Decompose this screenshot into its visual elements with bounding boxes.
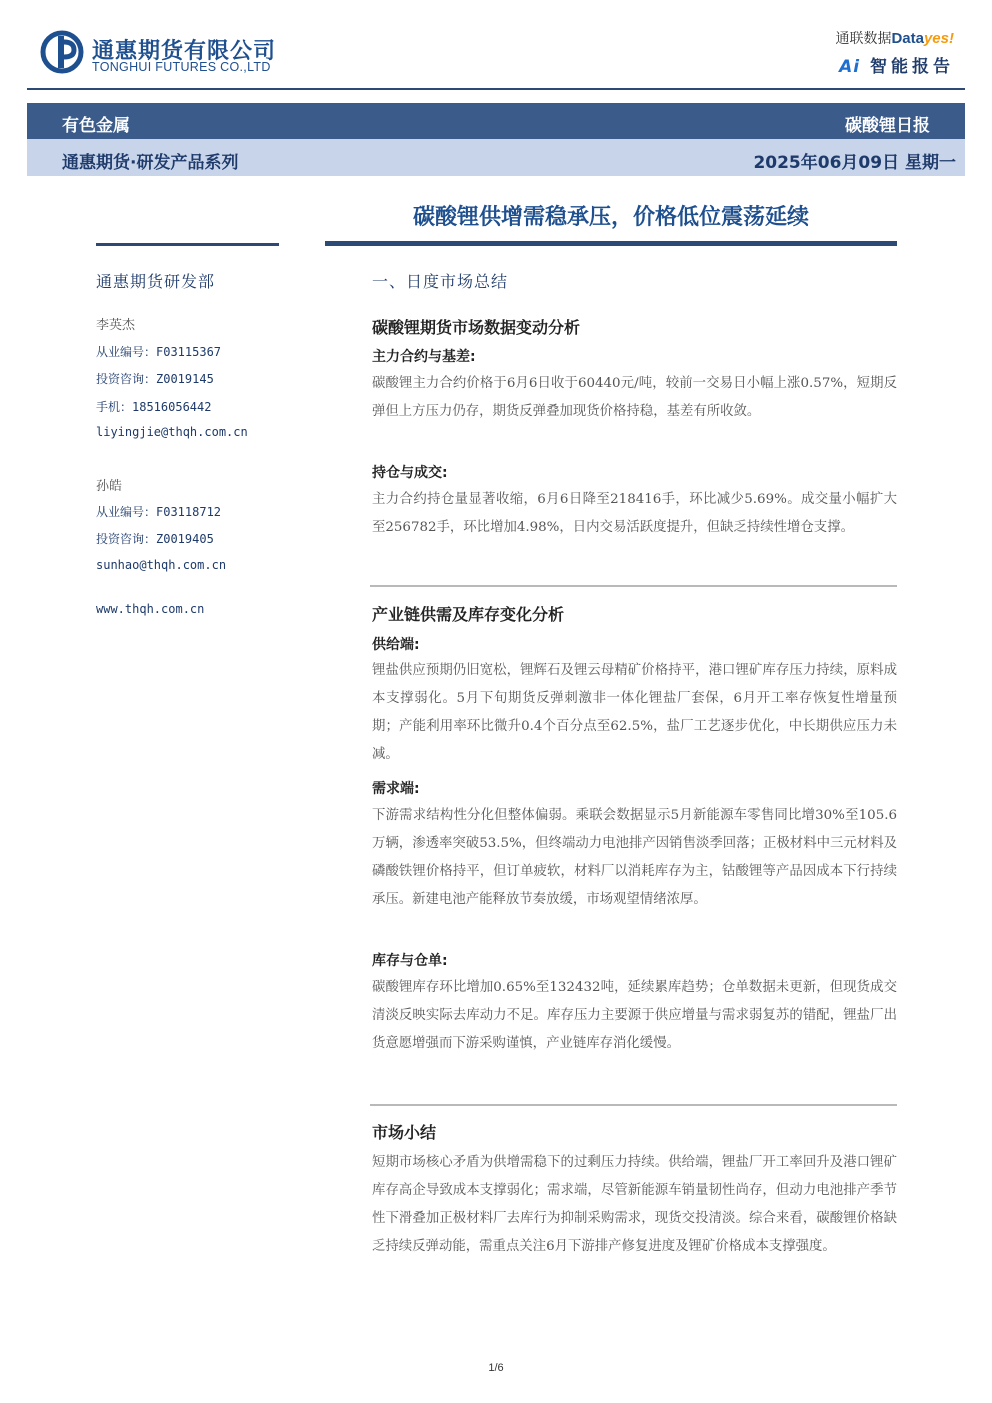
block-paragraph: 碳酸锂库存环比增加0.65%至132432吨，延续累库趋势；仓单数据未更新，但现货成交清淡反映实际去库动力不足。库存压力主要源于供应增量与需求弱复苏的错配，锂盐厂出货意愿增强而下游采购谨慎，产业链库存消化缓慢。 <box>372 980 897 1051</box>
block-label: 持仓与成交: <box>372 465 448 481</box>
analyst-consult-license: 投资咨询：Z0019145 <box>96 372 214 386</box>
block-label: 库存与仓单: <box>372 953 448 969</box>
block-title: 市场小结 <box>372 1123 437 1142</box>
ai-prefix: Ai <box>839 57 861 77</box>
section-heading: 一、日度市场总结 <box>372 272 509 291</box>
block-paragraph: 碳酸锂主力合约价格于6月6日收于60440元/吨，较前一交易日小幅上涨0.57%，短期反弹但上方压力仍存，期货反弹叠加现货价格持稳，基差有所收敛。 <box>372 376 897 419</box>
partner-logo <box>835 28 954 48</box>
department-name: 通惠期货研发部 <box>96 272 216 291</box>
company-name-cn: 通惠期货有限公司 <box>92 39 277 64</box>
partner-prefix: 通联数据 <box>835 30 892 46</box>
analyst-name: 孙皓 <box>96 479 123 494</box>
sidebar-rule <box>96 243 279 246</box>
block-label: 主力合约与基差: <box>372 349 476 365</box>
section-divider <box>370 1104 897 1106</box>
section-divider <box>370 585 897 587</box>
block-label: 供给端: <box>372 637 420 653</box>
block-label: 需求端: <box>372 781 420 797</box>
block-paragraph: 锂盐供应预期仍旧宽松，锂辉石及锂云母精矿价格持平，港口锂矿库存压力持续，原料成本支撑弱化。5月下旬期货反弹刺激非一体化锂盐厂套保，6月开工率存恢复性增量预期；产能利用率环比微升0.4个百分点至62.5%，盐厂工艺逐步优化，中长期供应压力未减。 <box>372 663 897 762</box>
website-link[interactable]: www.thqh.com.cn <box>96 602 205 616</box>
analyst-email[interactable]: liyingjie@thqh.com.cn <box>96 425 248 439</box>
report-type-label: 碳酸锂日报 <box>845 116 930 136</box>
analyst-consult-license: 投资咨询：Z0019405 <box>96 532 214 546</box>
sector-label: 有色金属 <box>62 116 130 136</box>
analyst-license: 从业编号：F03118712 <box>96 505 222 519</box>
page-number: 1/6 <box>488 1362 504 1374</box>
tonghui-logo-icon <box>40 30 84 74</box>
analyst-license: 从业编号：F03115367 <box>96 345 222 359</box>
series-label: 通惠期货·研发产品系列 <box>62 153 239 173</box>
analyst-phone: 手机：18516056442 <box>96 400 212 414</box>
block-title: 产业链供需及库存变化分析 <box>372 605 565 624</box>
sector-band <box>27 103 965 139</box>
block-title: 碳酸锂期货市场数据变动分析 <box>372 318 581 337</box>
block-paragraph: 主力合约持仓量显著收缩，6月6日降至218416手，环比减少5.69%。成交量小幅扩大至256782手，环比增加4.98%，日内交易活跃度提升，但缺乏持续性增仓支撑。 <box>372 492 897 535</box>
title-rule <box>325 241 897 246</box>
partner-brand: Data <box>891 30 924 47</box>
ai-report-label <box>839 52 954 77</box>
analyst-name: 李英杰 <box>96 318 136 333</box>
block-paragraph: 下游需求结构性分化但整体偏弱。乘联会数据显示5月新能源车零售同比增30%至105.6万辆，渗透率突破53.5%，但终端动力电池排产因销售淡季回落；正极材料中三元材料及磷酸铁锂价格持平，但订单疲软，材料厂以消耗库存为主，钴酸锂等产品因成本下行持续承压。新建电池产能释放节奏放缓，市场观望情绪浓厚。 <box>372 808 897 907</box>
company-name-en: TONGHUI FUTURES CO.,LTD <box>92 60 271 74</box>
ai-report-text: 智能报告 <box>870 57 954 77</box>
report-date: 2025年06月09日 星期一 <box>753 153 956 173</box>
analyst-email[interactable]: sunhao@thqh.com.cn <box>96 558 227 572</box>
partner-suffix: yes! <box>923 30 954 47</box>
summary-paragraph: 短期市场核心矛盾为供增需稳下的过剩压力持续。供给端，锂盐厂开工率回升及港口锂矿库存高企导致成本支撑弱化；需求端，尽管新能源车销量韧性尚存，但动力电池排产季节性下滑叠加正极材料厂去库行为抑制采购需求，现货交投清淡。综合来看，碳酸锂价格缺乏持续反弹动能，需重点关注6月下游排产修复进度及锂矿价格成本支撑强度。 <box>372 1155 897 1254</box>
report-title: 碳酸锂供增需稳承压，价格低位震荡延续 <box>412 205 809 230</box>
header-divider <box>27 88 965 90</box>
